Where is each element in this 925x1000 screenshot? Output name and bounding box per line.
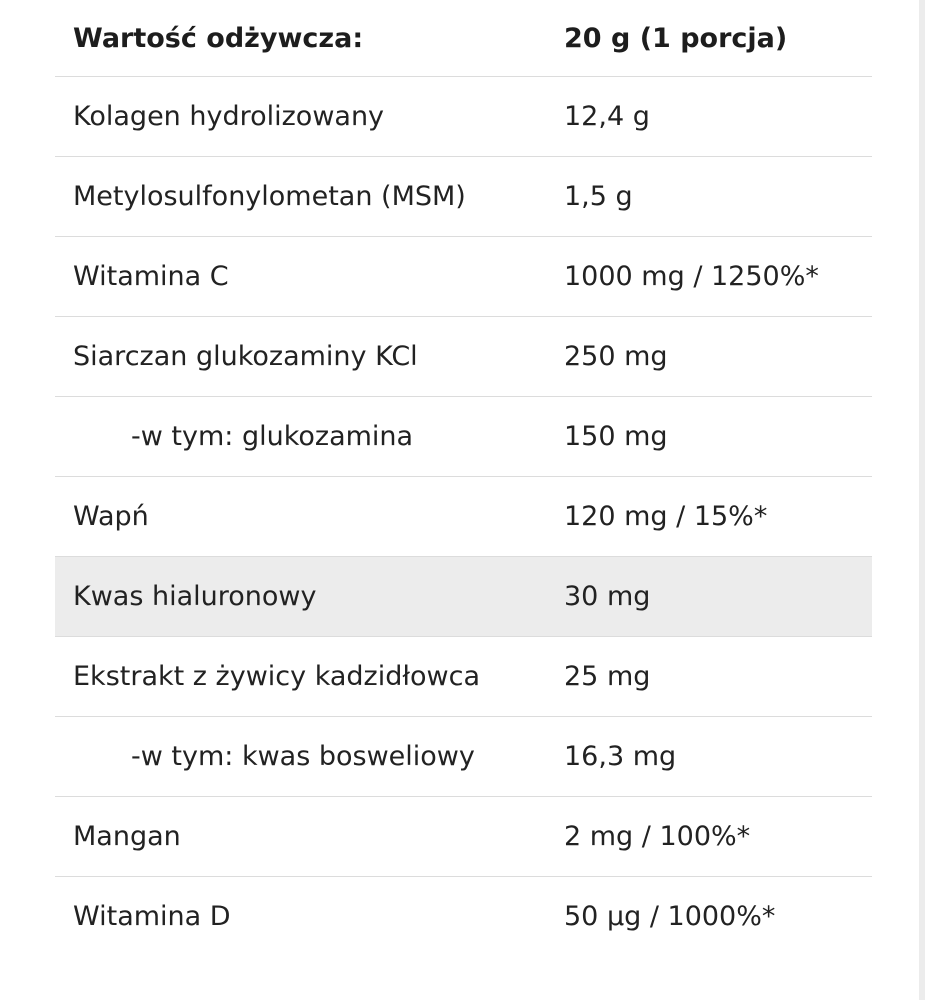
table-row — [55, 77, 872, 157]
table-row — [55, 477, 872, 557]
table-row — [55, 797, 872, 877]
table-row — [55, 557, 872, 637]
nutrient-name: Kwas hialuronowy — [73, 581, 317, 612]
table-header-row — [55, 0, 872, 77]
table-row — [55, 157, 872, 237]
nutrient-name: Wapń — [73, 501, 149, 532]
nutrient-name: Witamina D — [73, 901, 231, 932]
table-row — [55, 397, 872, 477]
nutrient-value: 12,4 g — [564, 101, 650, 132]
table-row — [55, 877, 872, 957]
nutrient-name: Ekstrakt z żywicy kadzidłowca — [73, 661, 481, 692]
nutrient-value: 2 mg / 100%* — [564, 821, 751, 852]
scrollbar-track[interactable] — [919, 0, 925, 1000]
nutrient-value: 120 mg / 15%* — [564, 501, 768, 532]
nutrient-value: 25 mg — [564, 661, 651, 692]
nutrient-value: 1000 mg / 1250%* — [564, 261, 819, 292]
nutrient-name: Siarczan glukozaminy KCl — [73, 341, 418, 372]
table-row — [55, 637, 872, 717]
nutrient-value: 250 mg — [564, 341, 668, 372]
nutrient-value: 1,5 g — [564, 181, 633, 212]
nutrition-table — [55, 0, 872, 957]
nutrient-name: -w tym: kwas bosweliowy — [131, 741, 475, 772]
header-serving-label: 20 g (1 porcja) — [564, 23, 788, 54]
nutrient-name: Witamina C — [73, 261, 229, 292]
table-row — [55, 317, 872, 397]
header-nutrient-label: Wartość odżywcza: — [73, 23, 364, 54]
nutrient-name: Kolagen hydrolizowany — [73, 101, 385, 132]
table-row — [55, 717, 872, 797]
table-row — [55, 237, 872, 317]
nutrient-value: 50 µg / 1000%* — [564, 901, 776, 932]
nutrient-name: -w tym: glukozamina — [131, 421, 414, 452]
nutrient-name: Metylosulfonylometan (MSM) — [73, 181, 466, 212]
nutrient-value: 16,3 mg — [564, 741, 677, 772]
nutrient-name: Mangan — [73, 821, 181, 852]
nutrient-value: 30 mg — [564, 581, 651, 612]
nutrient-value: 150 mg — [564, 421, 668, 452]
